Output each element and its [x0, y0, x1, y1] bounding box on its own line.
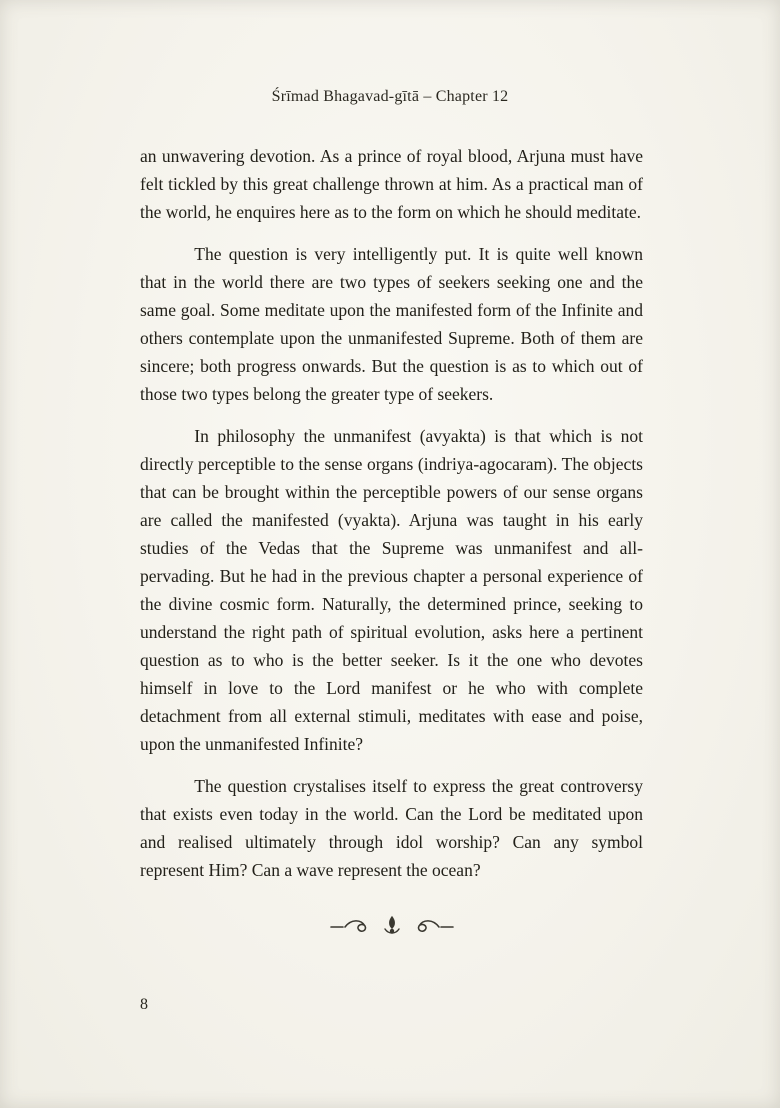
- section-divider: [140, 910, 643, 939]
- floral-divider-icon: [327, 913, 457, 939]
- running-header: Śrīmad Bhagavad-gītā – Chapter 12: [271, 88, 509, 105]
- body-paragraph: an unwavering devotion. As a prince of royal blood, Arjuna must have felt tickled by this great challenge thrown at him. As a practical man of the world, he enquires here as to the form on which he should meditate.: [140, 146, 643, 222]
- body-paragraph: The question crystalises itself to express the great controversy that exists even today in the world. Can the Lord be meditated upon and realised ultimately through idol worship? Can any symbol represent Him? Can a wave represent the ocean?: [140, 776, 643, 880]
- page-number: 8: [140, 996, 148, 1013]
- body-paragraph: In philosophy the unmanifest (avyakta) is that which is not directly perceptible to the sense organs (indriya-agocaram). The objects that can be brought within the perceptible powers of our sense organs are called the manifested (vyakta). Arjuna was taught in his early studies of the Vedas that the Supreme was unmanifest and all-pervading. But he had in the previous chapter a personal experience of the divine cosmic form. Naturally, the determined prince, seeking to understand the right path of spiritual evolution, asks here a pertinent question as to who is the better seeker. Is it the one who devotes himself in love to the Lord manifest or he who with complete detachment from all external stimuli, meditates with ease and poise, upon the unmanifested Infinite?: [140, 426, 643, 754]
- body-paragraph: The question is very intelligently put. It is quite well known that in the world there are two types of seekers seeking one and the same goal. Some meditate upon the manifested form of the Infinite and others contemplate upon the unmanifested Supreme. Both of them are sincere; both progress onwards. But the question is as to which out of those two types belong the greater type of seekers.: [140, 244, 643, 404]
- body-text-block: [140, 142, 643, 939]
